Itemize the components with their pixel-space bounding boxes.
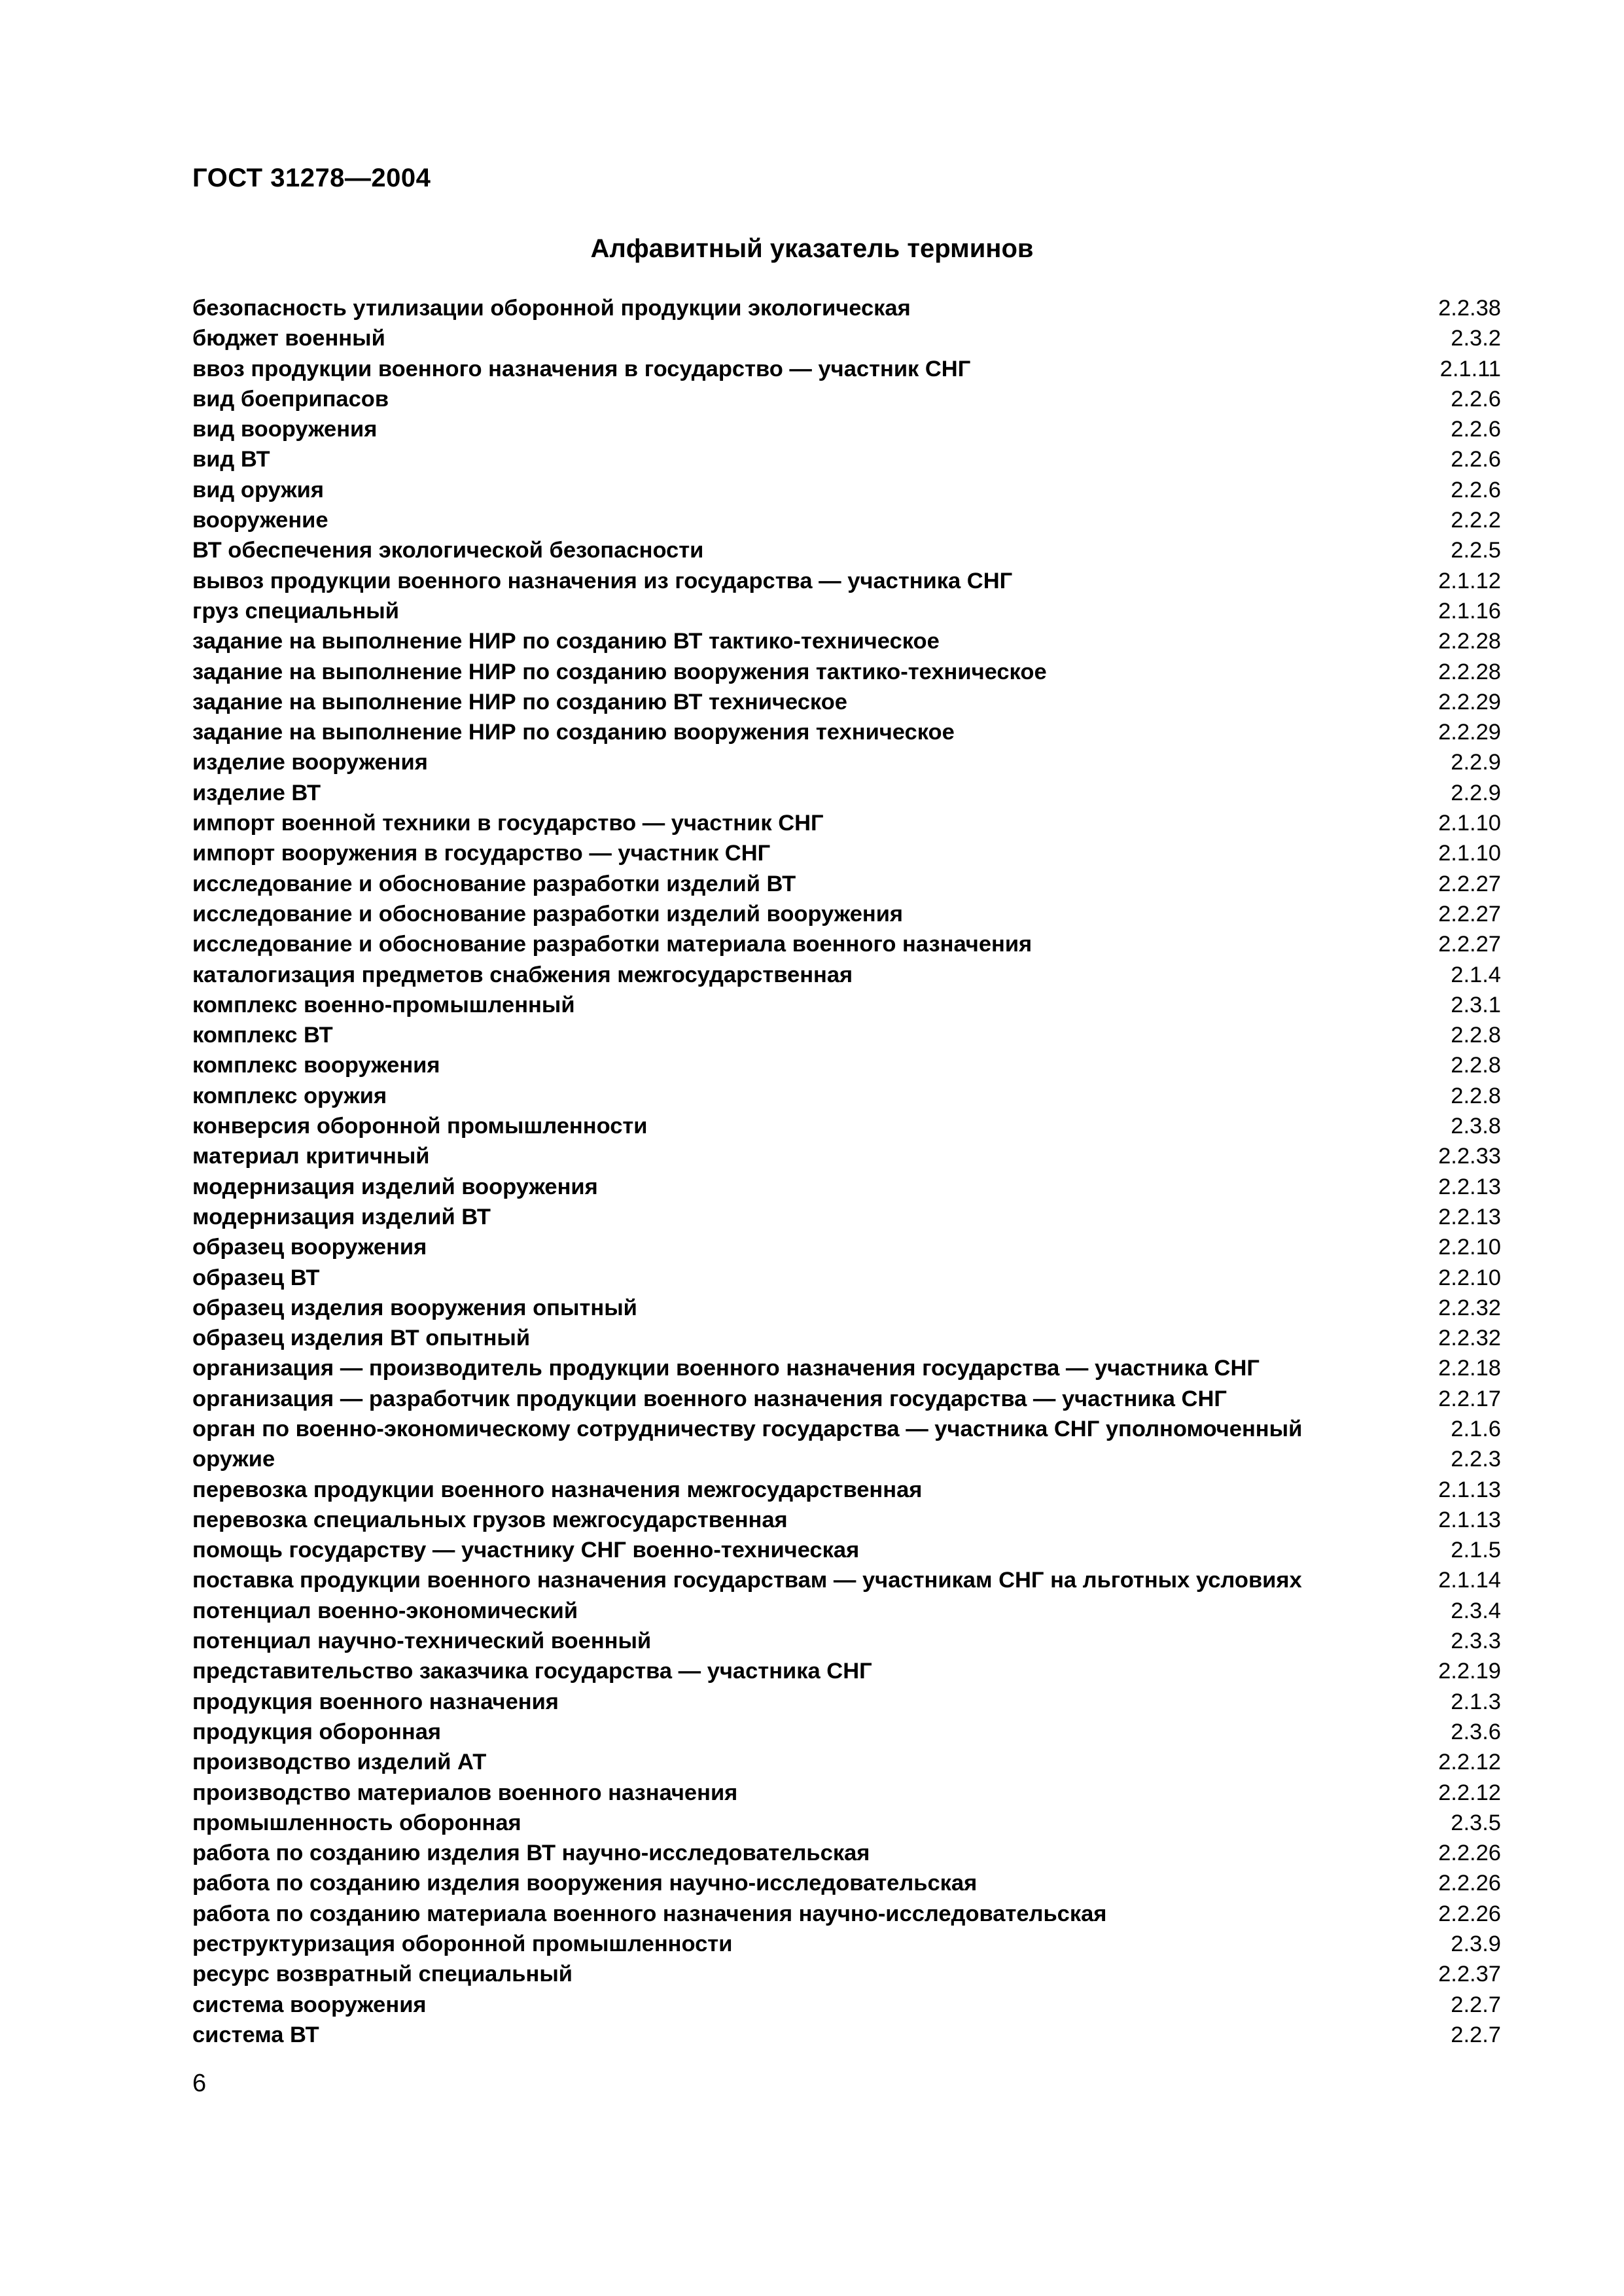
index-reference-number: 2.1.14 [1438, 1568, 1501, 1593]
index-entry [192, 1535, 1501, 1565]
index-entry [192, 596, 1501, 626]
index-reference-number: 2.3.3 [1451, 1629, 1501, 1654]
index-term: оружие [192, 1447, 275, 1472]
index-term: вооружение [192, 508, 328, 533]
index-term: импорт вооружения в государство — участник СНГ [192, 841, 771, 866]
index-entry [192, 1959, 1501, 1989]
index-term: потенциал научно-технический военный [192, 1629, 652, 1654]
index-term: комплекс оружия [192, 1083, 387, 1108]
index-term: модернизация изделий вооружения [192, 1174, 598, 1199]
index-reference-number: 2.2.9 [1451, 780, 1501, 805]
index-entry [192, 1020, 1501, 1050]
index-reference-number: 2.2.37 [1438, 1962, 1501, 1987]
index-term: задание на выполнение НИР по созданию вооружения техническое [192, 720, 955, 745]
index-entry [192, 2020, 1501, 2050]
index-reference-number: 2.1.10 [1438, 841, 1501, 866]
index-term: комплекс вооружения [192, 1053, 440, 1078]
index-entry [192, 1899, 1501, 1929]
index-entry [192, 1747, 1501, 1777]
index-entry [192, 535, 1501, 565]
index-reference-number: 2.1.5 [1451, 1538, 1501, 1563]
index-reference-number: 2.1.16 [1438, 598, 1501, 624]
index-entry [192, 1990, 1501, 2020]
index-reference-number: 2.2.29 [1438, 720, 1501, 745]
document-code: ГОСТ 31278—2004 [192, 164, 431, 192]
index-reference-number: 2.2.26 [1438, 1841, 1501, 1866]
index-term: вывоз продукции военного назначения из государства — участника СНГ [192, 568, 1013, 593]
index-term: работа по созданию материала военного назначения научно-исследовательская [192, 1901, 1107, 1926]
index-term: модернизация изделий ВТ [192, 1204, 491, 1229]
index-reference-number: 2.3.8 [1451, 1114, 1501, 1139]
index-reference-number: 2.2.26 [1438, 1901, 1501, 1926]
index-entry [192, 475, 1501, 505]
index-reference-number: 2.1.10 [1438, 811, 1501, 836]
index-reference-number: 2.2.28 [1438, 629, 1501, 654]
index-reference-number: 2.3.9 [1451, 1932, 1501, 1957]
index-entry [192, 929, 1501, 959]
index-term: ресурс возвратный специальный [192, 1962, 573, 1987]
index-reference-number: 2.2.6 [1451, 386, 1501, 412]
index-reference-number: 2.2.19 [1438, 1659, 1501, 1684]
index-reference-number: 2.2.17 [1438, 1386, 1501, 1411]
index-term: представительство заказчика государства — участника СНГ [192, 1659, 872, 1684]
index-entry [192, 1626, 1501, 1656]
index-term: производство изделий АТ [192, 1750, 487, 1775]
index-entry [192, 869, 1501, 899]
index-reference-number: 2.2.8 [1451, 1023, 1501, 1048]
page-title: Алфавитный указатель терминов [590, 234, 1034, 263]
index-entry [192, 444, 1501, 474]
index-entry [192, 1323, 1501, 1353]
index-reference-number: 2.2.6 [1451, 417, 1501, 442]
index-term: работа по созданию изделия ВТ научно-исследовательская [192, 1841, 870, 1866]
index-entry [192, 1414, 1501, 1444]
index-reference-number: 2.2.27 [1438, 932, 1501, 957]
index-entry [192, 1202, 1501, 1232]
index-entry [192, 1838, 1501, 1868]
index-term: груз специальный [192, 598, 399, 624]
index-reference-number: 2.2.6 [1451, 477, 1501, 503]
index-reference-number: 2.3.1 [1451, 992, 1501, 1017]
index-term: образец ВТ [192, 1265, 320, 1290]
index-entry [192, 626, 1501, 656]
index-entry [192, 899, 1501, 929]
index-entry [192, 1353, 1501, 1383]
index-term: бюджет военный [192, 326, 385, 351]
index-entry [192, 1263, 1501, 1293]
index-entry [192, 1384, 1501, 1414]
index-reference-number: 2.2.2 [1451, 508, 1501, 533]
index-term: орган по военно-экономическому сотрудничеству государства — участника СНГ уполномоченный [192, 1416, 1303, 1441]
index-term: помощь государству — участнику СНГ военно-техническая [192, 1538, 860, 1563]
index-term: организация — разработчик продукции военного назначения государства — участника СНГ [192, 1386, 1227, 1411]
index-entry [192, 687, 1501, 717]
index-reference-number: 2.2.13 [1438, 1204, 1501, 1229]
index-term: задание на выполнение НИР по созданию вооружения тактико-техническое [192, 659, 1047, 684]
index-term: безопасность утилизации оборонной продукции экологическая [192, 296, 911, 321]
index-reference-number: 2.1.6 [1451, 1416, 1501, 1441]
index-entry [192, 1929, 1501, 1959]
index-entry [192, 1656, 1501, 1686]
index-reference-number: 2.2.8 [1451, 1083, 1501, 1108]
index-reference-number: 2.1.3 [1451, 1689, 1501, 1714]
index-entry [192, 1717, 1501, 1747]
index-reference-number: 2.2.7 [1451, 1992, 1501, 2017]
index-term: изделие вооружения [192, 750, 428, 775]
index-term: образец изделия вооружения опытный [192, 1295, 637, 1320]
index-term: материал критичный [192, 1144, 430, 1169]
index-term: производство материалов военного назначения [192, 1780, 738, 1805]
index-reference-number: 2.2.38 [1438, 296, 1501, 321]
index-term: вид вооружения [192, 417, 378, 442]
index-reference-number: 2.3.6 [1451, 1719, 1501, 1744]
index-entry [192, 1505, 1501, 1535]
index-term: реструктуризация оборонной промышленности [192, 1932, 733, 1957]
index-term: вид ВТ [192, 447, 270, 472]
index-reference-number: 2.2.12 [1438, 1750, 1501, 1775]
index-reference-number: 2.2.18 [1438, 1356, 1501, 1381]
index-reference-number: 2.2.5 [1451, 538, 1501, 563]
index-entry [192, 808, 1501, 838]
index-entry [192, 1808, 1501, 1838]
index-reference-number: 2.1.4 [1451, 962, 1501, 987]
index-entry [192, 657, 1501, 687]
index-reference-number: 2.2.7 [1451, 2022, 1501, 2047]
index-term: промышленность оборонная [192, 1810, 521, 1835]
index-reference-number: 2.2.32 [1438, 1295, 1501, 1320]
index-term: вид боеприпасов [192, 386, 389, 412]
index-reference-number: 2.1.12 [1438, 568, 1501, 593]
index-reference-number: 2.2.3 [1451, 1447, 1501, 1472]
index-reference-number: 2.1.13 [1438, 1507, 1501, 1532]
index-entry [192, 323, 1501, 353]
index-term: изделие ВТ [192, 780, 321, 805]
index-entry [192, 747, 1501, 777]
index-term: работа по созданию изделия вооружения научно-исследовательская [192, 1871, 978, 1896]
term-index-list [192, 293, 1501, 2050]
index-entry [192, 1293, 1501, 1323]
index-term: задание на выполнение НИР по созданию ВТ тактико-техническое [192, 629, 940, 654]
index-reference-number: 2.2.28 [1438, 659, 1501, 684]
index-term: продукция оборонная [192, 1719, 442, 1744]
index-entry [192, 293, 1501, 323]
index-entry [192, 1232, 1501, 1262]
index-term: система вооружения [192, 1992, 427, 2017]
index-entry [192, 354, 1501, 384]
index-entry [192, 1687, 1501, 1717]
index-reference-number: 2.2.10 [1438, 1235, 1501, 1260]
index-reference-number: 2.1.13 [1438, 1477, 1501, 1502]
index-reference-number: 2.2.27 [1438, 871, 1501, 896]
index-term: организация — производитель продукции военного назначения государства — участника СНГ [192, 1356, 1260, 1381]
index-reference-number: 2.2.12 [1438, 1780, 1501, 1805]
index-term: продукция военного назначения [192, 1689, 559, 1714]
index-entry [192, 414, 1501, 444]
index-reference-number: 2.2.32 [1438, 1326, 1501, 1351]
index-term: задание на выполнение НИР по созданию ВТ техническое [192, 689, 847, 715]
index-reference-number: 2.2.8 [1451, 1053, 1501, 1078]
index-reference-number: 2.3.5 [1451, 1810, 1501, 1835]
index-term: образец вооружения [192, 1235, 427, 1260]
index-term: ВТ обеспечения экологической безопасности [192, 538, 704, 563]
index-term: каталогизация предметов снабжения межгосударственная [192, 962, 853, 987]
index-entry [192, 384, 1501, 414]
index-reference-number: 2.2.29 [1438, 689, 1501, 715]
index-term: комплекс военно-промышленный [192, 992, 575, 1017]
index-reference-number: 2.3.4 [1451, 1598, 1501, 1623]
index-term: образец изделия ВТ опытный [192, 1326, 531, 1351]
index-term: перевозка специальных грузов межгосударственная [192, 1507, 788, 1532]
index-term: исследование и обоснование разработки материала военного назначения [192, 932, 1033, 957]
index-term: комплекс ВТ [192, 1023, 333, 1048]
index-reference-number: 2.2.13 [1438, 1174, 1501, 1199]
index-term: импорт военной техники в государство — участник СНГ [192, 811, 824, 836]
index-term: вид оружия [192, 477, 325, 503]
index-entry [192, 1172, 1501, 1202]
index-entry [192, 778, 1501, 808]
index-entry [192, 1141, 1501, 1171]
index-entry [192, 990, 1501, 1020]
index-entry [192, 1565, 1501, 1595]
index-entry [192, 1444, 1501, 1474]
index-reference-number: 2.2.9 [1451, 750, 1501, 775]
index-entry [192, 1778, 1501, 1808]
index-entry [192, 838, 1501, 868]
index-reference-number: 2.3.2 [1451, 326, 1501, 351]
index-entry [192, 566, 1501, 596]
index-term: исследование и обоснование разработки изделий вооружения [192, 901, 904, 927]
index-entry [192, 1050, 1501, 1080]
index-entry [192, 1111, 1501, 1141]
page-number: 6 [192, 2070, 207, 2097]
index-term: исследование и обоснование разработки изделий ВТ [192, 871, 796, 896]
index-reference-number: 2.2.26 [1438, 1871, 1501, 1896]
index-term: перевозка продукции военного назначения межгосударственная [192, 1477, 923, 1502]
index-entry [192, 1596, 1501, 1626]
index-term: потенциал военно-экономический [192, 1598, 578, 1623]
index-reference-number: 2.2.27 [1438, 901, 1501, 927]
index-reference-number: 2.2.33 [1438, 1144, 1501, 1169]
index-entry [192, 1081, 1501, 1111]
index-reference-number: 2.2.10 [1438, 1265, 1501, 1290]
index-entry [192, 960, 1501, 990]
index-term: конверсия оборонной промышленности [192, 1114, 648, 1139]
index-reference-number: 2.2.6 [1451, 447, 1501, 472]
index-term: система ВТ [192, 2022, 319, 2047]
index-entry [192, 505, 1501, 535]
index-term: ввоз продукции военного назначения в государство — участник СНГ [192, 356, 971, 381]
index-term: поставка продукции военного назначения государствам — участникам СНГ на льготных условиях [192, 1568, 1302, 1593]
index-entry [192, 717, 1501, 747]
index-entry [192, 1868, 1501, 1898]
index-entry [192, 1475, 1501, 1505]
index-reference-number: 2.1.11 [1439, 356, 1501, 381]
